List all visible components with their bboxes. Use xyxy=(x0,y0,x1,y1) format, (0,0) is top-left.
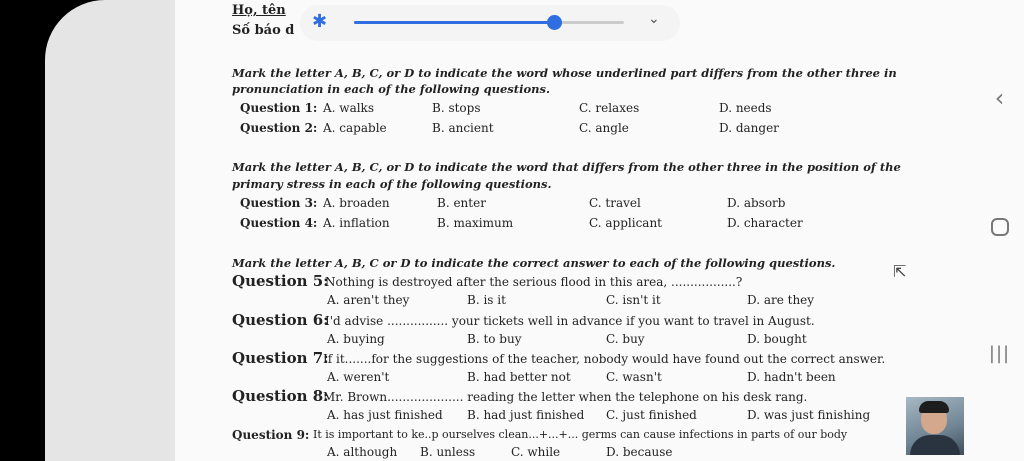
option-b[interactable]: B. ancient xyxy=(432,121,494,135)
option-c[interactable]: C. angle xyxy=(579,121,629,135)
section2-instruction: Mark the letter A, B, C, or D to indicate the word that differs from the other three in the position of the xyxy=(232,160,901,174)
option-c[interactable]: C. isn't it xyxy=(606,293,661,307)
option-c[interactable]: C. buy xyxy=(606,332,645,346)
option-b[interactable]: B. had better not xyxy=(467,370,571,384)
chevron-down-icon[interactable]: ⌄ xyxy=(648,11,660,27)
section2-instruction-cont: primary stress in each of the following questions. xyxy=(232,177,552,191)
option-a[interactable]: A. buying xyxy=(327,332,385,346)
side-panel xyxy=(45,0,175,461)
name-label: Họ, tên xyxy=(232,3,286,18)
option-c[interactable]: C. travel xyxy=(589,196,641,210)
option-a[interactable]: A. has just finished xyxy=(327,408,443,422)
question-text: If it.......for the suggestions of the teacher, nobody would have found out the correct answer. xyxy=(323,352,886,366)
option-d[interactable]: D. absorb xyxy=(727,196,786,210)
id-label: Số báo d xyxy=(232,23,295,38)
cursor-icon: ⇱ xyxy=(893,262,907,281)
question-label: Question 6: xyxy=(232,311,329,329)
option-a[interactable]: A. walks xyxy=(323,101,374,115)
question-label: Question 8: xyxy=(232,387,329,405)
avatar-hair xyxy=(919,401,949,413)
option-b[interactable]: B. enter xyxy=(437,196,486,210)
option-b[interactable]: B. unless xyxy=(420,445,476,459)
option-b[interactable]: B. to buy xyxy=(467,332,522,346)
section1-instruction-cont: pronunciation in each of the following questions. xyxy=(232,82,550,96)
option-d[interactable]: D. was just finishing xyxy=(747,408,871,422)
option-d[interactable]: D. character xyxy=(727,216,803,230)
question-label: Question 2: xyxy=(240,121,318,135)
option-a[interactable]: A. weren't xyxy=(327,370,390,384)
option-d[interactable]: D. because xyxy=(606,445,673,459)
option-a[interactable]: A. inflation xyxy=(323,216,390,230)
recents-icon[interactable]: ||| xyxy=(988,343,1011,364)
avatar-shirt xyxy=(910,435,960,455)
option-a[interactable]: A. aren't they xyxy=(327,293,410,307)
option-c[interactable]: C. just finished xyxy=(606,408,697,422)
question-label: Question 9: xyxy=(232,428,310,442)
option-d[interactable]: D. hadn't been xyxy=(747,370,836,384)
avatar[interactable] xyxy=(906,397,964,455)
option-c[interactable]: C. applicant xyxy=(589,216,663,230)
section1-instruction: Mark the letter A, B, C, or D to indicate the word whose underlined part differs from the other three in xyxy=(232,66,897,80)
question-label: Question 5: xyxy=(232,272,329,290)
option-c[interactable]: C. wasn't xyxy=(606,370,662,384)
option-c[interactable]: C. while xyxy=(511,445,561,459)
question-text: It is important to ke..p ourselves clean...+...+... germs can cause infections in parts of our body xyxy=(313,428,848,441)
volume-slider[interactable] xyxy=(354,21,624,24)
question-label: Question 4: xyxy=(240,216,318,230)
option-d[interactable]: D. bought xyxy=(747,332,807,346)
question-label: Question 7: xyxy=(232,349,329,367)
option-a[interactable]: A. capable xyxy=(323,121,387,135)
option-c[interactable]: C. relaxes xyxy=(579,101,640,115)
question-text: Nothing is destroyed after the serious flood in this area, .................? xyxy=(325,275,743,289)
navigation-bar xyxy=(975,0,1024,461)
question-text: I'd advise ................ your tickets well in advance if you want to travel in August. xyxy=(325,314,815,328)
option-b[interactable]: B. stops xyxy=(432,101,481,115)
question-label: Question 1: xyxy=(240,101,318,115)
bluetooth-icon[interactable]: ✱ xyxy=(312,11,328,32)
back-icon[interactable]: ‹ xyxy=(994,84,1005,112)
option-d[interactable]: D. are they xyxy=(747,293,815,307)
question-text: Mr. Brown.................... reading the letter when the telephone on his desk rang. xyxy=(323,390,808,404)
slider-fill xyxy=(354,21,554,24)
section3-instruction: Mark the letter A, B, C or D to indicate the correct answer to each of the following questions. xyxy=(232,256,836,270)
option-d[interactable]: D. needs xyxy=(719,101,772,115)
slider-thumb[interactable] xyxy=(547,15,562,30)
option-b[interactable]: B. maximum xyxy=(437,216,514,230)
option-a[interactable]: A. broaden xyxy=(323,196,390,210)
home-icon[interactable] xyxy=(975,218,1024,240)
option-a[interactable]: A. although xyxy=(327,445,398,459)
option-d[interactable]: D. danger xyxy=(719,121,779,135)
option-b[interactable]: B. is it xyxy=(467,293,506,307)
question-label: Question 3: xyxy=(240,196,318,210)
option-b[interactable]: B. had just finished xyxy=(467,408,585,422)
